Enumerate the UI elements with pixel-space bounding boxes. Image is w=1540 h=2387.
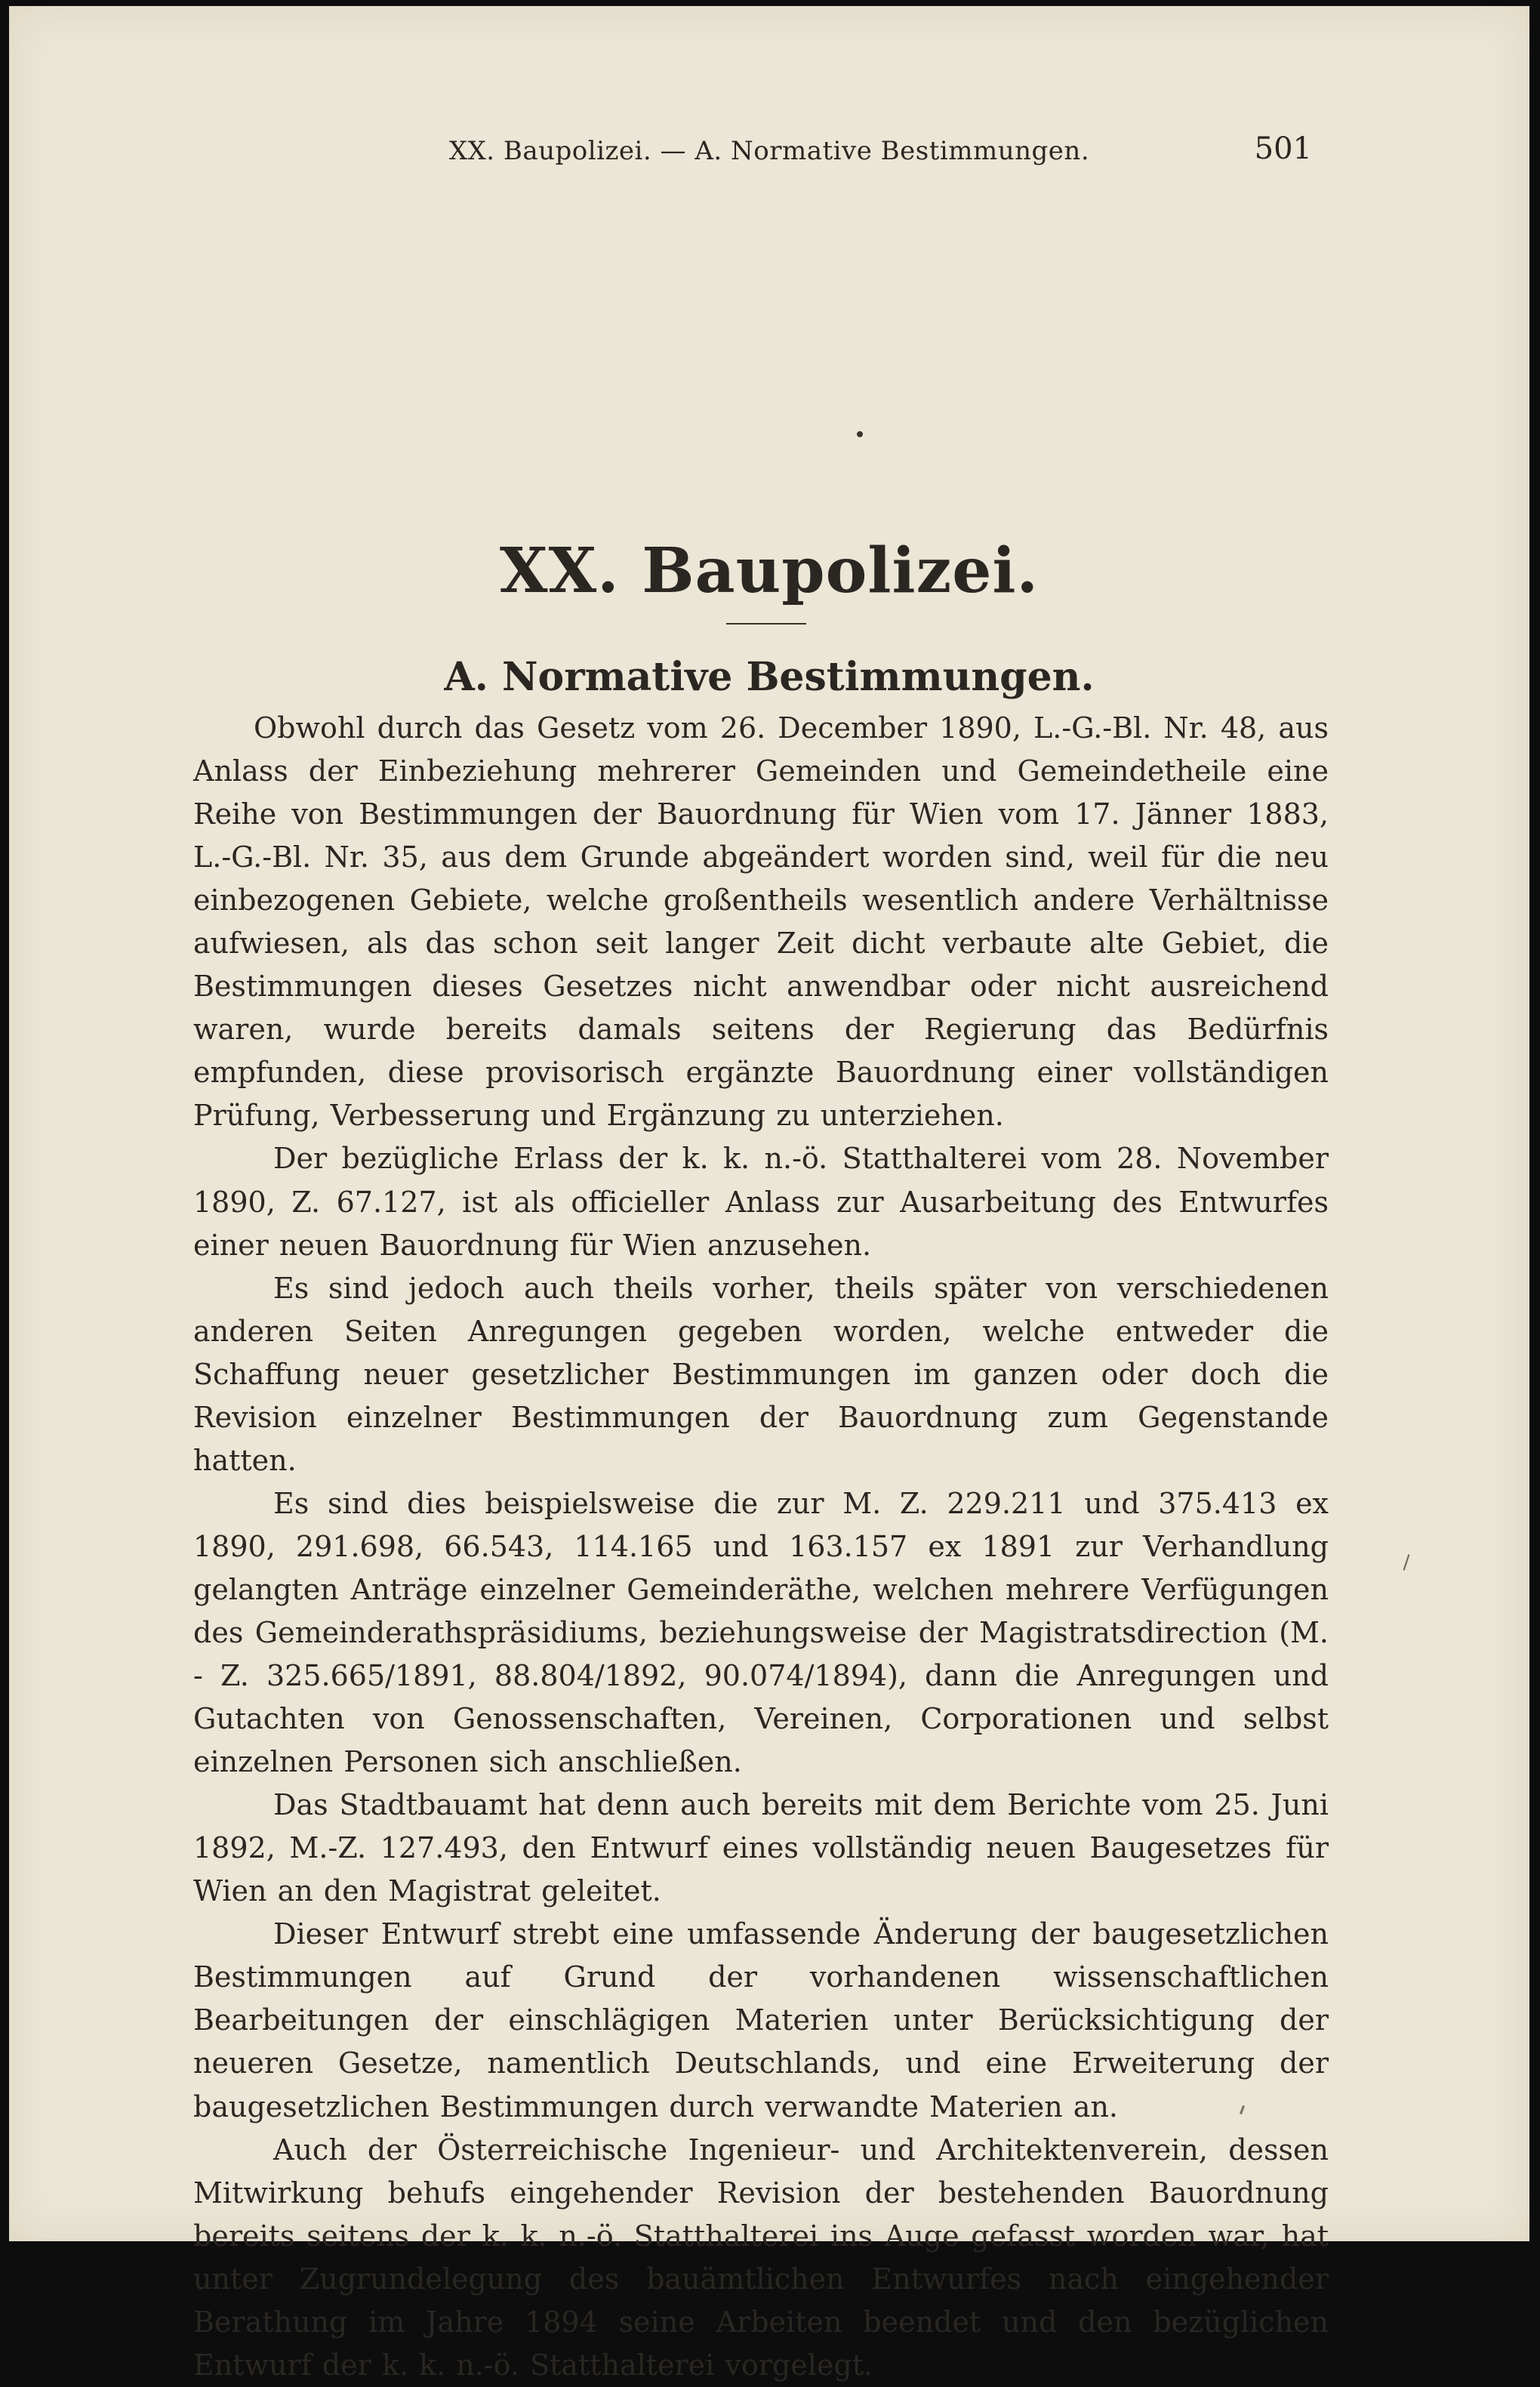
margin-mark	[1403, 1554, 1410, 1571]
ornament-dot	[857, 431, 863, 437]
paragraph: Obwohl durch das Gesetz vom 26. December 1890, L.-G.-Bl. Nr. 48, aus Anlass der Einbeziehung mehrerer Gemeinden und Gemeindetheile eine Reihe von Bestimmungen der Bauordnung für Wien vom 17. Jänner 1883, L.-G.-Bl. Nr. 35, aus dem Grunde abgeändert worden sind, weil für die neu einbezogenen Gebiete, welche großentheils wesentlich andere Verhältnisse aufwiesen, als das schon seit langer Zeit dicht verbaute alte Gebiet, die Bestimmungen dieses Gesetzes nicht anwendbar oder nicht ausreichend waren, wurde bereits damals seitens der Regierung das Bedürfnis empfunden, diese provisorisch ergänzte Bauordnung einer vollständigen Prüfung, Verbesserung und Ergänzung zu unterziehen.	[193, 711, 1329, 1133]
section-title: A. Normative Bestimmungen.	[444, 654, 1095, 700]
page-number: 501	[1254, 131, 1312, 166]
paragraph: Auch der Österreichische Ingenieur- und Architektenverein, dessen Mitwirkung behufs eingehender Revision der bestehenden Bauordnung bereits seitens der k. k. n.-ö. Statthalterei ins Auge gefasst worden war, hat unter Zugrundelegung des bauämtlichen Entwurfes nach eingehender Berathung im Jahre 1894 seine Arbeiten beendet und den bezüglichen Entwurf der k. k. n.-ö. Statthalterei vorgelegt.	[193, 2133, 1329, 2382]
page	[9, 6, 1529, 2382]
paragraph: Es sind dies beispielsweise die zur M. Z. 229.211 und 375.413 ex 1890, 291.698, 66.543, 114.165 und 163.157 ex 1891 zur Verhandlung gelangten Anträge einzelner Gemeinderäthe, welchen mehrere Verfügungen des Gemeinderathspräsidiums, beziehungsweise der Magistratsdirection (M. - Z. 325.665/1891, 88.804/1892, 90.074/1894), dann die Anregungen und Gutachten von Genossenschaften, Vereinen, Corporationen und selbst einzelnen Personen sich anschließen.	[193, 1486, 1329, 1779]
chapter-title: XX. Baupolizei.	[499, 535, 1040, 607]
paragraph: Das Stadtbauamt hat denn auch bereits mit dem Berichte vom 25. Juni 1892, M.-Z. 127.493, den Entwurf eines vollständig neuen Baugesetzes für Wien an den Magistrat geleitet.	[193, 1788, 1329, 1908]
paragraph: Dieser Entwurf strebt eine umfassende Änderung der baugesetzlichen Bestimmungen auf Grund der vorhandenen wissenschaftlichen Bearbeitungen der einschlägigen Materien unter Berücksichtigung der neueren Gesetze, namentlich Deutschlands, und eine Erweiterung der baugesetzlichen Bestimmungen durch verwandte Materien an.	[193, 1917, 1329, 2123]
running-head: XX. Baupolizei. — A. Normative Bestimmungen.	[448, 136, 1090, 166]
title-divider	[726, 623, 806, 625]
body-text	[193, 707, 1329, 2387]
paragraph: Der bezügliche Erlass der k. k. n.-ö. Statthalterei vom 28. November 1890, Z. 67.127, ist als officieller Anlass zur Ausarbeitung des Entwurfes einer neuen Bauordnung für Wien anzusehen.	[193, 1142, 1329, 1262]
paragraph: Es sind jedoch auch theils vorher, theils später von verschiedenen anderen Seiten Anregungen gegeben worden, welche entweder die Schaffung neuer gesetzlicher Bestimmungen im ganzen oder doch die Revision einzelner Bestimmungen der Bauordnung zum Gegenstande hatten.	[193, 1271, 1329, 1477]
